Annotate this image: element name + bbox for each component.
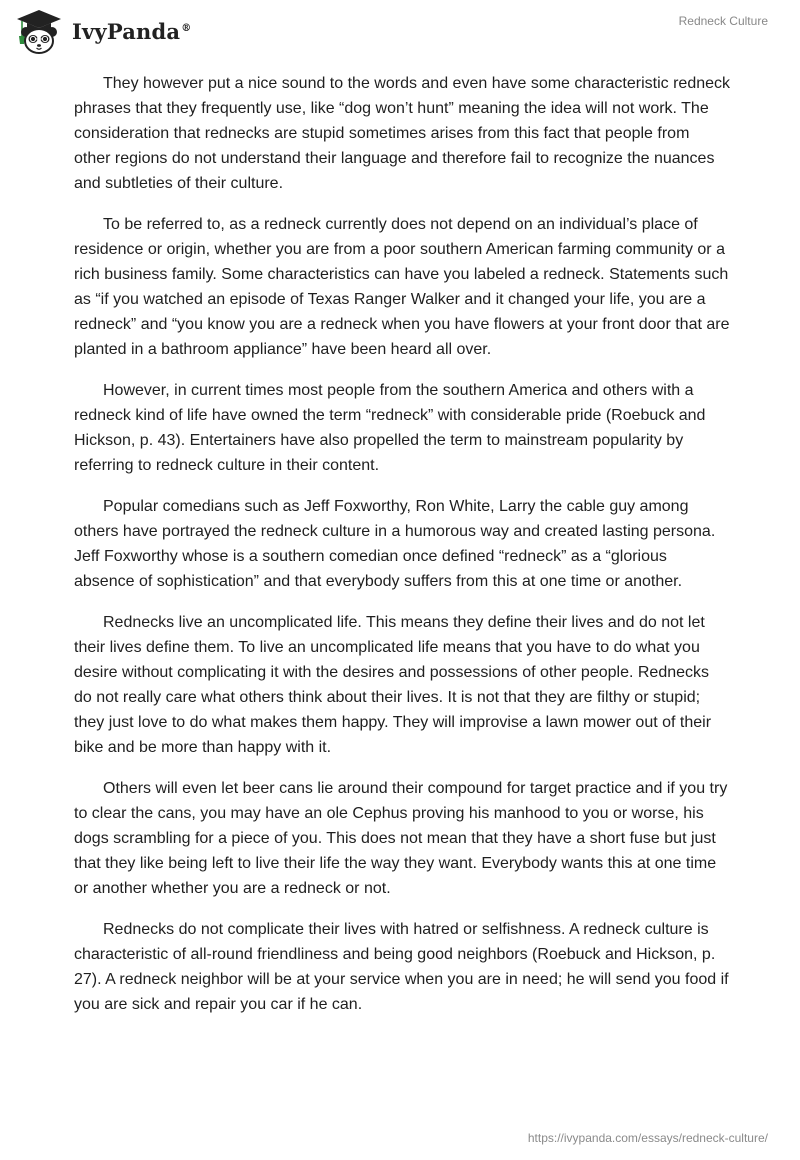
paragraph: Others will even let beer cans lie around their compound for target practice and if you try to clear the cans, you may have an ole Cephus proving his manhood to you or worse, his dogs scrambling for a piece of you. This does not mean that they have a short fuse but just that they like being left to live their life the way they want. Everybody wants this at one time or another whether you are a redneck or not.: [74, 780, 728, 897]
paragraph: However, in current times most people from the southern America and others with a redneck kind of life have owned the term “redneck” with considerable pride (Roebuck and Hickson, p. 43). Entertainers have also propelled the term to mainstream popularity by referring to redneck culture in their content.: [74, 382, 706, 474]
source-url[interactable]: https://ivypanda.com/essays/redneck-culture/: [527, 1131, 768, 1145]
paragraph: Popular comedians such as Jeff Foxworthy, Ron White, Larry the cable guy among others have portrayed the redneck culture in a humorous way and created lasting persona. Jeff Foxworthy whose is a southern comedian once defined “redneck” as a “glorious absence of sophistication” and that everybody suffers from this at one time or another.: [74, 498, 716, 590]
registered-mark: ®: [181, 22, 192, 34]
paragraph: Rednecks live an uncomplicated life. This means they define their lives and do not let their lives define them. To live an uncomplicated life means that you have to do what you desire without complicating it with the desires and possessions of other people. Rednecks do not really care what others think about their lives. It is not that they are filthy or stupid; they just love to do what makes them happy. They will improvise a lawn mower out of their bike and be more than happy with it.: [74, 614, 712, 756]
paragraph: To be referred to, as a redneck currently does not depend on an individual’s place of residence or origin, whether you are from a poor southern American farming community or a rich business family. Some characteristics can have you labeled a redneck. Statements such as “if you watched an episode of Texas Ranger Walker and it changed your life, you are a redneck” and “you know you are a redneck when you have flowers at your front door that are planted in a bathroom appliance” have been heard all over.: [74, 216, 730, 358]
brand-name: IvyPanda®: [72, 18, 192, 44]
paragraph: They however put a nice sound to the words and even have some characteristic redneck phrases that they frequently use, like “dog won’t hunt” meaning the idea will not work. The consideration that rednecks are stupid sometimes arises from this fact that people from other regions do not understand their language and therefore fail to recognize the nuances and subtleties of their culture.: [74, 75, 731, 192]
essay-body: [74, 71, 730, 1033]
page-header: [0, 0, 800, 64]
brand-logo[interactable]: [14, 8, 191, 56]
panda-graduate-icon: [14, 8, 64, 56]
paragraph: Rednecks do not complicate their lives with hatred or selfishness. A redneck culture is characteristic of all-round friendliness and being good neighbors (Roebuck and Hickson, p. 27). A redneck neighbor will be at your service when you are in need; he will send you food if you are sick and repair you car if he can.: [74, 921, 729, 1013]
document-title: Redneck Culture: [678, 14, 768, 28]
